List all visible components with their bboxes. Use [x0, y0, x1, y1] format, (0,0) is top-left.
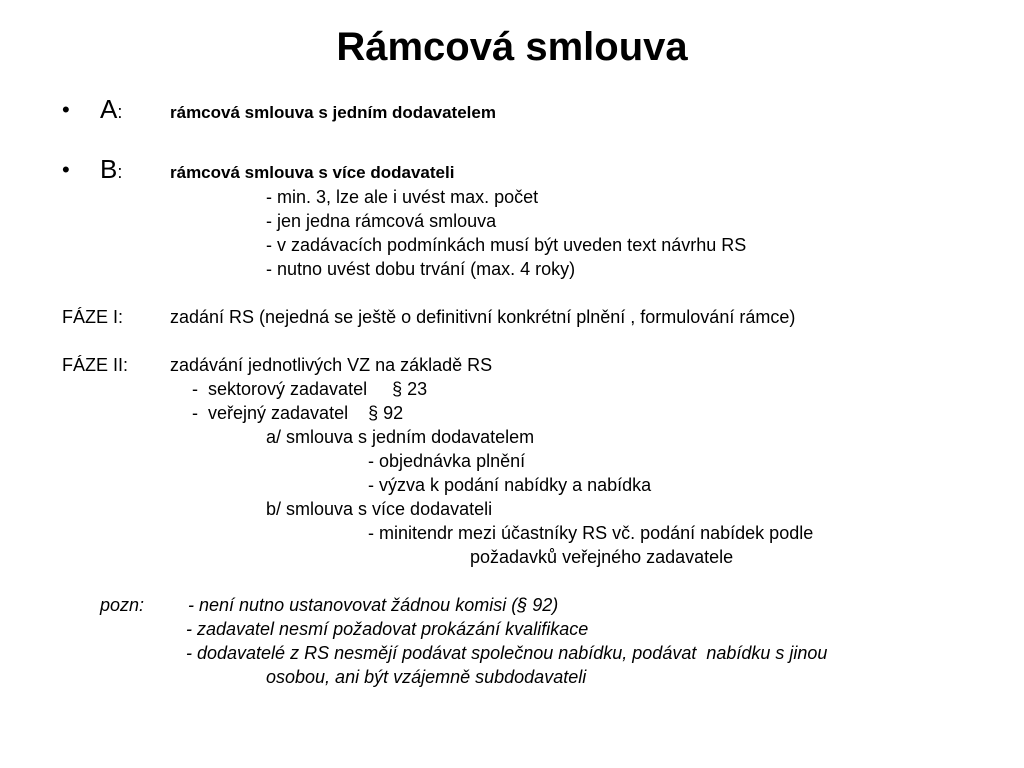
page-title: Rámcová smlouva [336, 25, 688, 69]
bullet-letter-a-colon: : [117, 102, 123, 122]
phase2-sectoral: - sektorový zadavatel § 23 [192, 379, 428, 399]
note-item: - dodavatelé z RS nesmějí podávat společnou nabídku, podávat nabídku s jinou [186, 643, 828, 663]
phase2-sub-a-item: - objednávka plnění [368, 451, 526, 471]
bullet-letter-b [100, 154, 122, 189]
bullet-a-heading: rámcová smlouva s jedním dodavatelem [170, 103, 496, 122]
phase2-sub-a-item: - výzva k podání nabídky a nabídka [368, 475, 652, 495]
phase1-text: zadání RS (nejedná se ještě o definitivní konkrétní plnění , formulování rámce) [170, 307, 796, 327]
phase2-text: zadávání jednotlivých VZ na základě RS [170, 355, 493, 375]
bullet-letter-a-char: A [100, 94, 118, 124]
bullet-b-item: - nutno uvést dobu trvání (max. 4 roky) [266, 259, 576, 279]
note-item: - zadavatel nesmí požadovat prokázání kvalifikace [186, 619, 589, 639]
bullet-dot-b: • [62, 157, 70, 182]
phase2-sub-b-item-cont: požadavků veřejného zadavatele [470, 547, 734, 567]
bullet-letter-b-colon: : [117, 162, 123, 182]
note-item-cont: osobou, ani být vzájemně subdodavateli [266, 667, 587, 687]
phase2-sub-b: b/ smlouva s více dodavateli [266, 499, 493, 519]
bullet-b-heading: rámcová smlouva s více dodavateli [170, 163, 455, 182]
note-label: pozn: [100, 595, 145, 615]
bullet-b-item: - min. 3, lze ale i uvést max. počet [266, 187, 539, 207]
phase2-sub-a: a/ smlouva s jedním dodavatelem [266, 427, 535, 447]
phase1-label: FÁZE I: [62, 307, 124, 327]
phase2-public: - veřejný zadavatel § 92 [192, 403, 404, 423]
phase2-sub-b-item: - minitendr mezi účastníky RS vč. podání nabídek podle [368, 523, 814, 543]
note-item: - není nutno ustanovovat žádnou komisi (§ 92) [188, 595, 559, 615]
bullet-dot-a: • [62, 97, 70, 122]
bullet-letter-b-char: B [100, 154, 118, 184]
bullet-b-item: - jen jedna rámcová smlouva [266, 211, 497, 231]
bullet-b-item: - v zadávacích podmínkách musí být uveden text návrhu RS [266, 235, 747, 255]
bullet-letter-a [100, 94, 122, 129]
phase2-label: FÁZE II: [62, 355, 129, 375]
